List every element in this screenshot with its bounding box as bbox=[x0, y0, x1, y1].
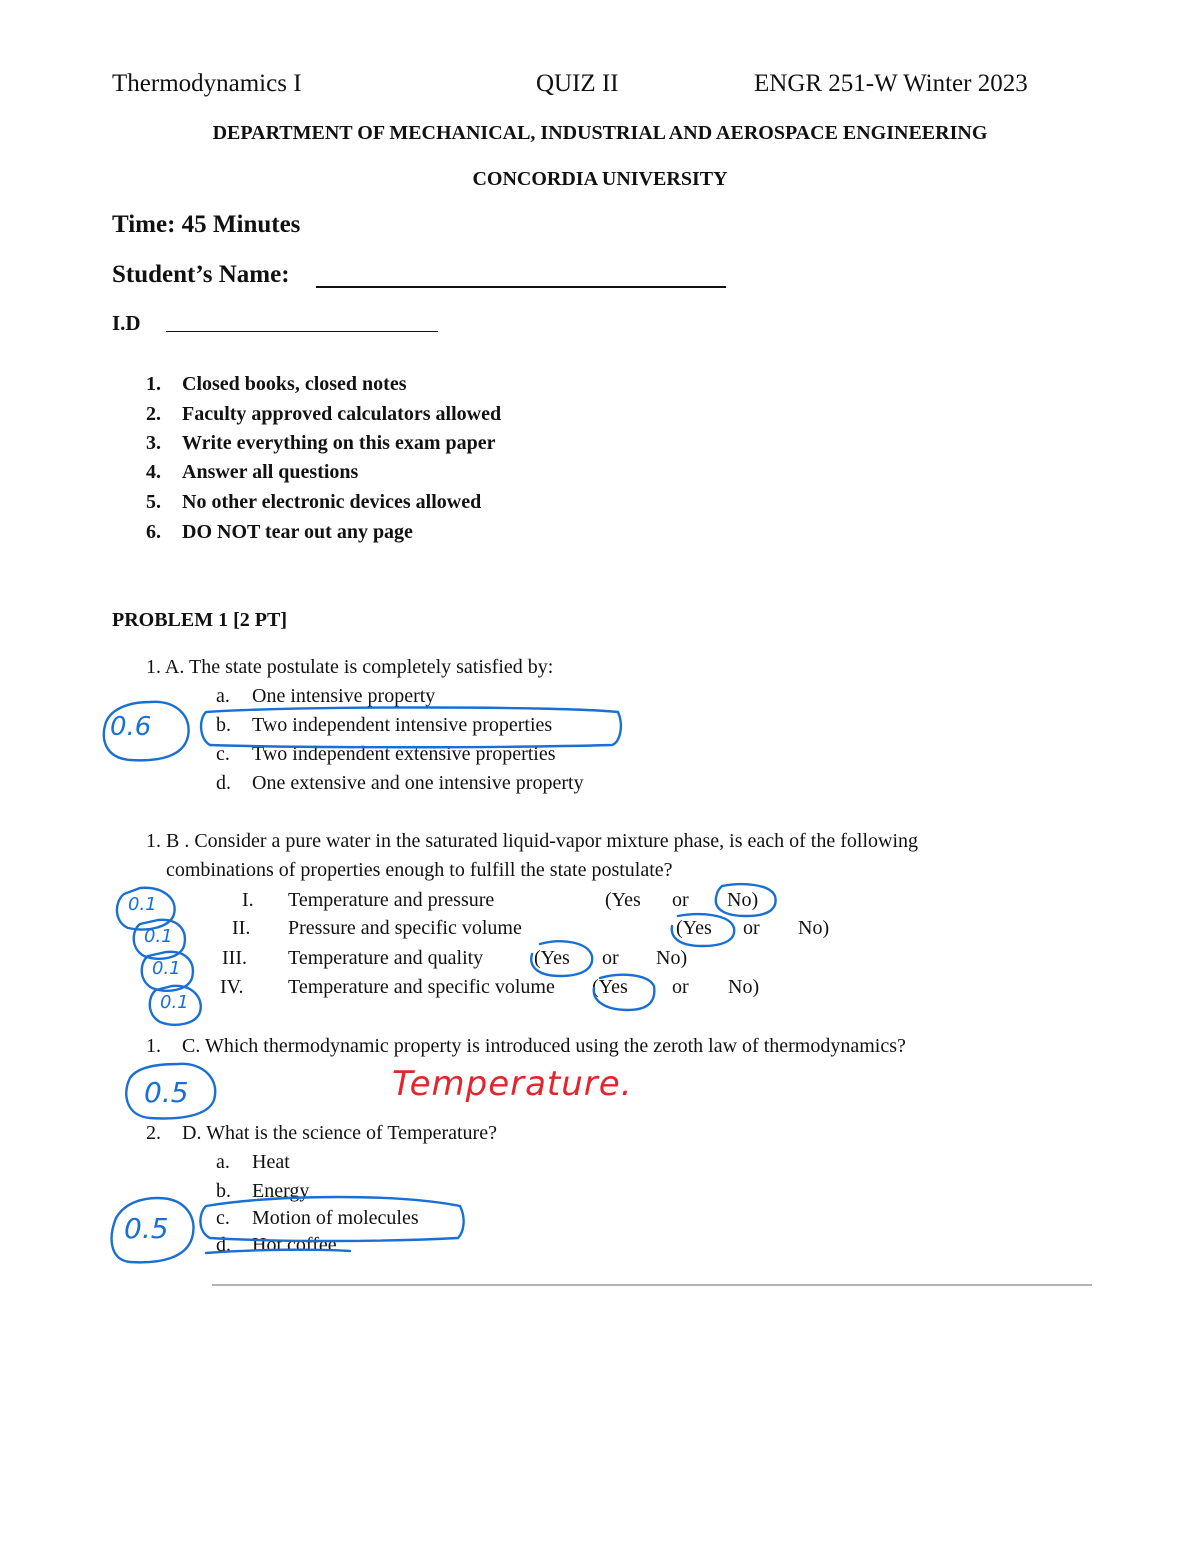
question-b-stem-continued: combinations of properties enough to fulfill the state postulate? bbox=[166, 859, 673, 881]
or-word: or bbox=[743, 917, 760, 939]
option-letter: b. bbox=[216, 714, 231, 736]
score-mark: 0.1 bbox=[144, 926, 173, 947]
instruction-number: 3. bbox=[146, 432, 161, 454]
no-choice: No) bbox=[728, 976, 760, 998]
yes-choice: (Yes bbox=[592, 976, 628, 998]
no-choice: No) bbox=[727, 889, 759, 911]
instruction-text: Write everything on this exam paper bbox=[182, 432, 496, 454]
item-text: Temperature and pressure bbox=[288, 889, 495, 911]
instruction-text: DO NOT tear out any page bbox=[182, 521, 413, 543]
quiz-label: QUIZ II bbox=[536, 70, 619, 97]
option-text: Two independent extensive properties bbox=[252, 743, 556, 765]
question-c-text: C. Which thermodynamic property is introduced using the zeroth law of thermodynamics? bbox=[182, 1035, 906, 1057]
question-c-number: 1. bbox=[146, 1035, 161, 1057]
score-mark: 0.1 bbox=[160, 992, 189, 1013]
student-name-blank bbox=[316, 286, 726, 288]
instruction-number: 4. bbox=[146, 461, 161, 483]
option-text: One intensive property bbox=[252, 685, 436, 707]
handwritten-answer: Temperature. bbox=[392, 1064, 633, 1104]
item-number: I. bbox=[242, 889, 254, 911]
option-letter: c. bbox=[216, 743, 230, 765]
problem-title: PROBLEM 1 [2 PT] bbox=[112, 609, 287, 631]
score-mark: 0.6 bbox=[110, 712, 152, 742]
or-word: or bbox=[672, 976, 689, 998]
no-choice: No) bbox=[656, 947, 688, 969]
item-number: II. bbox=[232, 917, 251, 939]
instruction-text: Faculty approved calculators allowed bbox=[182, 403, 502, 425]
option-letter: d. bbox=[216, 772, 231, 794]
instruction-number: 6. bbox=[146, 521, 161, 543]
instruction-text: Closed books, closed notes bbox=[182, 373, 407, 395]
score-mark: 0.5 bbox=[144, 1076, 189, 1109]
section-divider bbox=[212, 1284, 1092, 1286]
instruction-text: Answer all questions bbox=[182, 461, 359, 483]
yes-choice: (Yes bbox=[534, 947, 570, 969]
item-text: Temperature and specific volume bbox=[288, 976, 555, 998]
question-d-text: D. What is the science of Temperature? bbox=[182, 1122, 497, 1144]
course-code: ENGR 251-W Winter 2023 bbox=[754, 70, 1028, 97]
score-mark: 0.1 bbox=[128, 894, 157, 915]
option-text: Energy bbox=[252, 1180, 310, 1202]
score-mark: 0.5 bbox=[124, 1212, 169, 1245]
student-name-label: Student’s Name: bbox=[112, 261, 290, 288]
university-heading: CONCORDIA UNIVERSITY bbox=[472, 168, 728, 190]
course-title: Thermodynamics I bbox=[112, 70, 302, 97]
instruction-number: 2. bbox=[146, 403, 161, 425]
option-text: One extensive and one intensive property bbox=[252, 772, 584, 794]
option-letter: c. bbox=[216, 1207, 230, 1229]
or-word: or bbox=[672, 889, 689, 911]
question-b-stem: 1. B . Consider a pure water in the saturated liquid-vapor mixture phase, is each of the following bbox=[146, 830, 919, 852]
or-word: or bbox=[602, 947, 619, 969]
instruction-number: 5. bbox=[146, 491, 161, 513]
item-number: III. bbox=[222, 947, 247, 969]
item-text: Temperature and quality bbox=[288, 947, 484, 969]
option-letter: d. bbox=[216, 1234, 231, 1256]
id-blank bbox=[166, 331, 438, 332]
question-a-stem: 1. A. The state postulate is completely satisfied by: bbox=[146, 656, 554, 678]
option-text: Hot coffee bbox=[252, 1234, 337, 1256]
item-number: IV. bbox=[220, 976, 244, 998]
instruction-number: 1. bbox=[146, 373, 161, 395]
option-text: Two independent intensive properties bbox=[252, 714, 553, 736]
score-mark: 0.1 bbox=[152, 958, 181, 979]
option-letter: a. bbox=[216, 685, 230, 707]
option-text: Motion of molecules bbox=[252, 1207, 419, 1229]
department-heading: DEPARTMENT OF MECHANICAL, INDUSTRIAL AND AEROSPACE ENGINEERING bbox=[212, 122, 988, 144]
option-letter: a. bbox=[216, 1151, 230, 1173]
time-limit: Time: 45 Minutes bbox=[112, 211, 301, 238]
no-choice: No) bbox=[798, 917, 830, 939]
instruction-text: No other electronic devices allowed bbox=[182, 491, 482, 513]
item-text: Pressure and specific volume bbox=[288, 917, 522, 939]
question-d-number: 2. bbox=[146, 1122, 161, 1144]
id-label: I.D bbox=[112, 311, 141, 335]
option-letter: b. bbox=[216, 1180, 231, 1202]
yes-choice: (Yes bbox=[676, 917, 712, 939]
yes-choice: (Yes bbox=[605, 889, 641, 911]
option-text: Heat bbox=[252, 1151, 290, 1173]
